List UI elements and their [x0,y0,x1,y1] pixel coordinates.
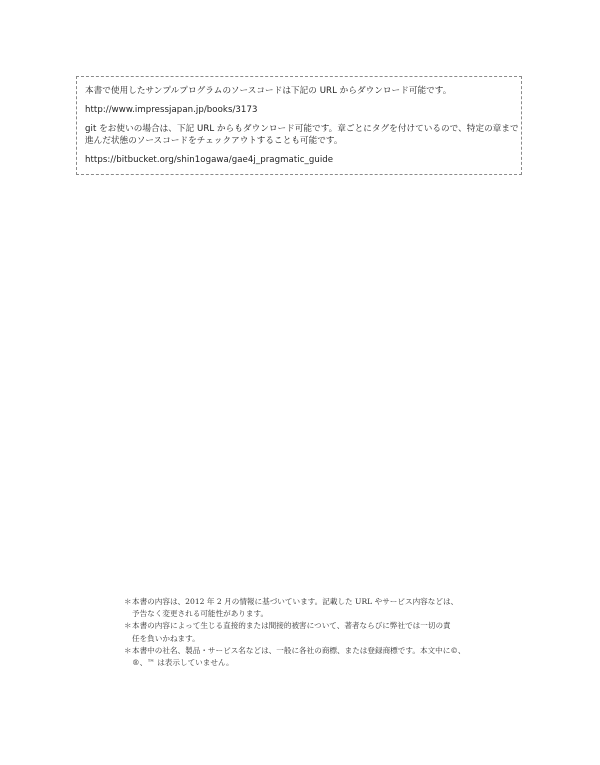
legal-note-info-date [124,596,524,620]
notice-git-text-line2: 進んだ状態のソースコードをチェックアウトすることも可能です。 [85,136,343,146]
legal-note-liability [124,620,524,644]
download-url-link[interactable]: http://www.impressjapan.jp/books/3173 [85,105,258,115]
asterisk-mark: ＊ [124,645,132,655]
legal-note-text: 本書の内容によって生じる直接的または間接的被害について、著者ならびに弊社では一切の責 任を負いかねます。 [132,621,451,643]
notice-git-text-line1: git をお使いの場合は、下記 URL からもダウンロード可能です。章ごとにタグを付けているので、特定の章まで [85,124,519,134]
legal-note-text: 本書中の社名、製品・サービス名などは、一般に各社の商標、または登録商標です。本文中に©、 ®、™ は表示していません。 [132,645,466,668]
asterisk-mark: ＊ [124,597,132,606]
legal-notes [124,596,524,669]
legal-note-text: 本書の内容は、2012 年 2 月の情報に基づいています。記載した URL やサービス内容などは、 予告なく変更される可能性があります。 [132,597,459,619]
legal-note-trademarks [124,645,524,669]
notice-download-text: 本書で使用したサンプルプログラムのソースコードは下記の URL からダウンロード可能です。 [85,86,452,96]
bitbucket-url-link[interactable]: https://bitbucket.org/shin1ogawa/gae4j_pragmatic_guide [85,155,334,165]
asterisk-mark: ＊ [124,621,132,631]
source-code-notice-box [76,76,522,175]
